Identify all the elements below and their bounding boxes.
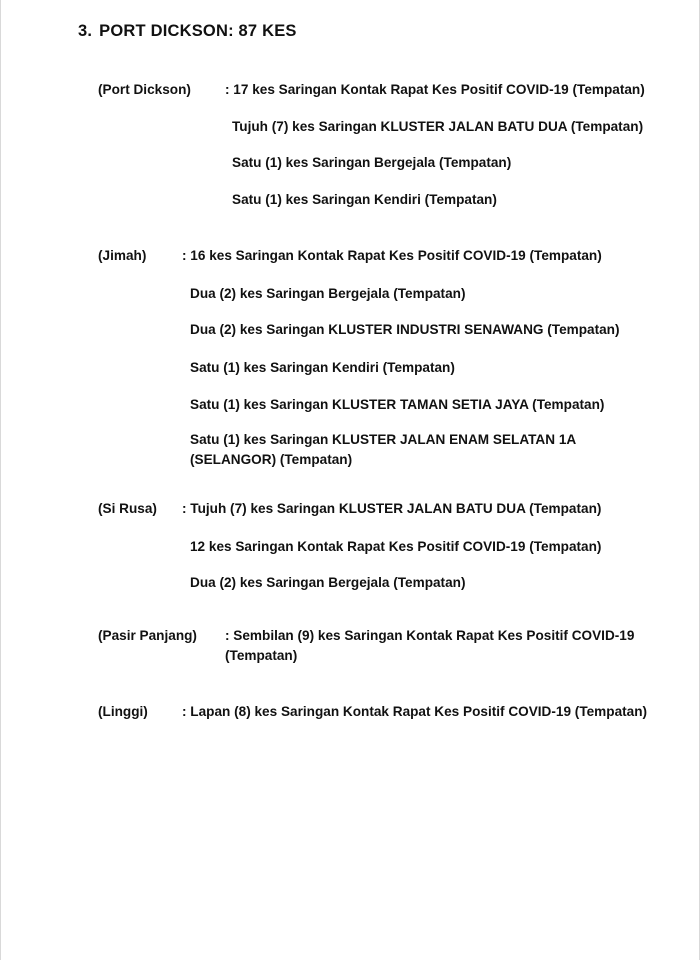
case-line: Dua (2) kes Saringan KLUSTER INDUSTRI SENAWANG (Tempatan) xyxy=(190,322,620,337)
case-line: Tujuh (7) kes Saringan KLUSTER JALAN BATU DUA (Tempatan) xyxy=(232,119,644,134)
case-line: 12 kes Saringan Kontak Rapat Kes Positif COVID-19 (Tempatan) xyxy=(190,539,602,554)
case-line: : Lapan (8) kes Saringan Kontak Rapat Kes Positif COVID-19 (Tempatan) xyxy=(182,704,648,719)
case-line: Satu (1) kes Saringan Kendiri (Tempatan) xyxy=(232,192,497,207)
case-line: : Sembilan (9) kes Saringan Kontak Rapat Kes Positif COVID-19 (Tempatan) xyxy=(225,628,635,663)
section-title: PORT DICKSON: 87 KES xyxy=(99,22,297,40)
case-line: : 16 kes Saringan Kontak Rapat Kes Positif COVID-19 (Tempatan) xyxy=(182,248,602,263)
case-line: Satu (1) kes Saringan Bergejala (Tempatan) xyxy=(232,155,512,170)
area-label-pasir-panjang: (Pasir Panjang) xyxy=(98,628,197,643)
case-line: : Tujuh (7) kes Saringan KLUSTER JALAN BATU DUA (Tempatan) xyxy=(182,501,602,516)
case-line: Dua (2) kes Saringan Bergejala (Tempatan) xyxy=(190,286,466,301)
area-label-port-dickson: (Port Dickson) xyxy=(98,82,191,97)
area-label-si-rusa: (Si Rusa) xyxy=(98,501,157,516)
case-line: Satu (1) kes Saringan KLUSTER JALAN ENAM SELATAN 1A (SELANGOR) (Tempatan) xyxy=(190,432,576,467)
case-line: : 17 kes Saringan Kontak Rapat Kes Positif COVID-19 (Tempatan) xyxy=(225,82,645,97)
case-line: Dua (2) kes Saringan Bergejala (Tempatan) xyxy=(190,575,466,590)
area-label-jimah: (Jimah) xyxy=(98,248,147,263)
case-line: Satu (1) kes Saringan KLUSTER TAMAN SETIA JAYA (Tempatan) xyxy=(190,397,605,412)
section-heading xyxy=(78,22,297,41)
section-number: 3. xyxy=(78,22,93,40)
case-line: Satu (1) kes Saringan Kendiri (Tempatan) xyxy=(190,360,455,375)
area-label-linggi: (Linggi) xyxy=(98,704,148,719)
